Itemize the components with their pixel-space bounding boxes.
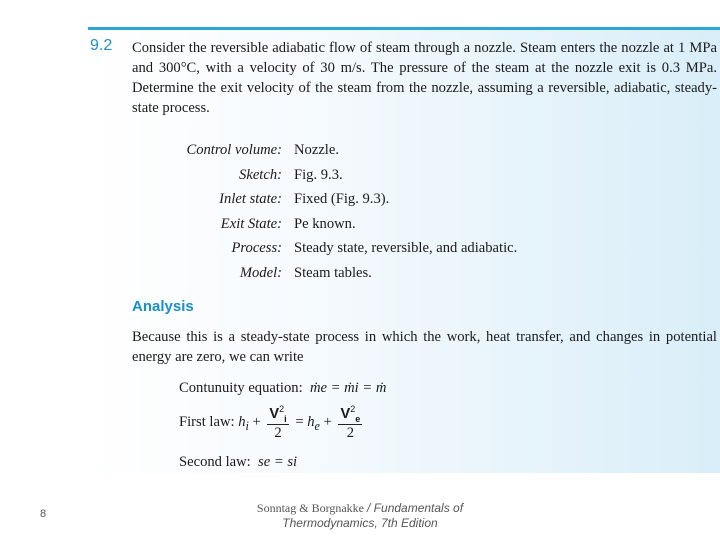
citation-title: / Fundamentals of Thermodynamics, 7th Edition	[282, 501, 464, 530]
setup-value: Fixed (Fig. 9.3).	[294, 191, 390, 208]
equation-label: Second law:	[179, 454, 251, 470]
setup-value: Pe known.	[294, 215, 356, 232]
first-law-equation: First law: $h_i$ + $\frac{V^2_i}{2}$ = $h_e$ + $\frac{V^2_e}{2}$	[179, 404, 361, 441]
setup-value: Steam tables.	[294, 264, 372, 281]
setup-label: Process:	[231, 240, 282, 257]
citation	[240, 501, 480, 531]
analysis-text: Because this is a steady-state process in which the work, heat transfer, and changes in potential energy are zero, we can write	[132, 329, 717, 365]
setup-label: Control volume:	[186, 142, 282, 158]
problem-number: 9.2	[90, 37, 113, 54]
page-number: 8	[40, 508, 47, 520]
setup-values	[294, 138, 517, 286]
second-law-equation	[179, 454, 297, 471]
continuity-equation	[179, 380, 386, 397]
citation-authors: Sonntag & Borgnakke	[256, 501, 365, 515]
setup-label: Sketch:	[239, 166, 282, 183]
setup-value: Fig. 9.3.	[294, 166, 343, 183]
setup-label: Inlet state:	[219, 191, 282, 208]
setup-label: Model:	[239, 265, 282, 281]
setup-value: Steady state, reversible, and adiabatic.	[294, 240, 518, 257]
equation: ṁe = ṁi = ṁ	[309, 380, 387, 396]
equation-label: Contunuity equation:	[179, 380, 303, 396]
setup-label: Exit State:	[220, 215, 282, 232]
equation: se = si	[258, 454, 298, 470]
analysis-heading: Analysis	[132, 298, 194, 315]
problem-text: Consider the reversible adiabatic flow of steam through a nozzle. Steam enters the nozzle at 1 MPa and 300°C, with a velocity of 30 m/s. The pressure of the steam at the nozzle exit is 0.3 MPa. Determine the exit velocity of the steam from the nozzle, assuming a reversible, adiabatic, steady-state process.	[132, 40, 717, 116]
equation-label: First law:	[179, 414, 235, 431]
setup-value: Nozzle.	[294, 142, 339, 158]
divider	[88, 27, 720, 30]
